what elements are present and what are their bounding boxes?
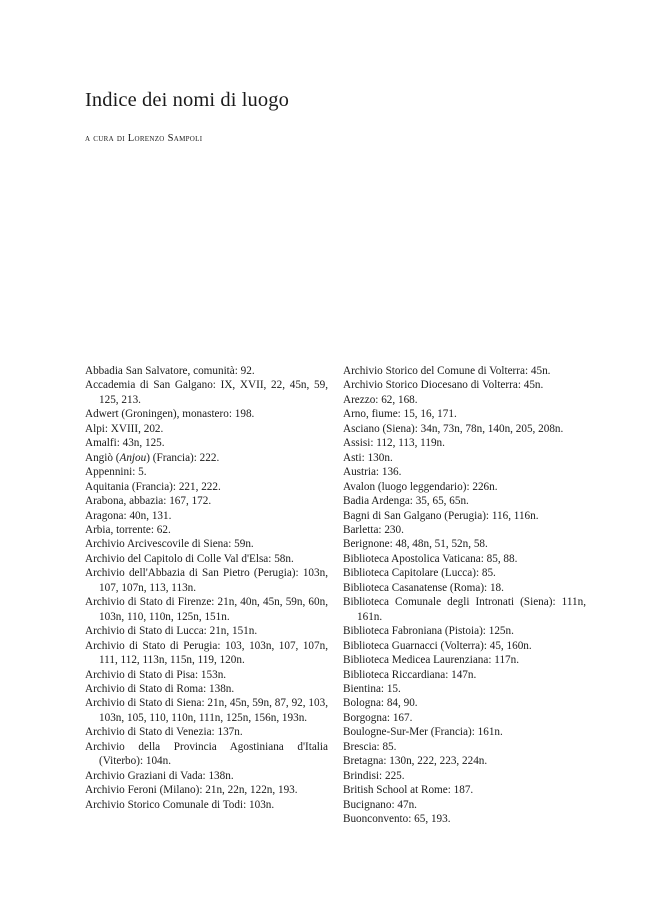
index-entry: [85, 537, 328, 551]
index-entry: [343, 682, 586, 696]
place-name: Archivio di Stato di Siena:: [85, 697, 205, 710]
index-entry: [85, 566, 328, 595]
page-references: 48, 48n, 51, 52n, 58.: [392, 538, 488, 551]
page-references: 45n.: [520, 379, 544, 392]
place-name: Archivio Storico del Comune di Volterra:: [343, 365, 529, 377]
place-name: Biblioteca Guarnacci (Volterra):: [343, 639, 487, 652]
index-entry: [85, 769, 328, 783]
index-entry: [85, 509, 328, 523]
index-entry: [85, 725, 328, 739]
index-entry: [343, 812, 586, 826]
place-name: Brescia:: [343, 740, 380, 753]
page-references: 15.: [384, 682, 401, 695]
index-entry: [343, 711, 586, 725]
place-name: Austria:: [343, 466, 380, 479]
index-entry: [85, 682, 328, 696]
page-references: 103n, 107, 107n, 113, 113n.: [99, 567, 329, 594]
index-entry: [343, 624, 586, 638]
place-name: Amalfi:: [85, 437, 120, 450]
place-name: Archivio di Stato di Lucca:: [85, 625, 207, 638]
index-entry: [343, 595, 586, 624]
page-references: 112, 113, 119n.: [373, 437, 445, 450]
place-name: Biblioteca Riccardiana:: [343, 668, 449, 681]
index-entry: [85, 378, 328, 407]
index-column-right: [343, 364, 586, 827]
place-name: Bagni di San Galgano (Perugia):: [343, 509, 490, 522]
place-name: Archivio di Stato di Perugia:: [85, 639, 221, 652]
place-name: Bretagna:: [343, 755, 387, 768]
index-entry: [343, 581, 586, 595]
place-name: Biblioteca Fabroniana (Pistoia):: [343, 625, 486, 638]
index-entry: [85, 668, 328, 682]
place-name: Archivio Arcivescovile di Siena:: [85, 538, 232, 551]
place-name: Appennini:: [85, 466, 136, 479]
index-entry: [343, 378, 586, 392]
place-name: Boulogne-Sur-Mer (Francia):: [343, 726, 475, 739]
place-name: Archivio di Stato di Venezia:: [85, 726, 215, 739]
page-references: 138n.: [206, 682, 235, 695]
page-references: 45n.: [528, 365, 551, 377]
page-references: 18.: [487, 581, 504, 594]
index-entry: [85, 436, 328, 450]
place-name: Archivio del Capitolo di Colle Val d'Elsa:: [85, 552, 272, 565]
alternate-name: Anjou: [119, 451, 147, 464]
page-references: 92.: [237, 365, 255, 377]
place-name: Archivio Feroni (Milano):: [85, 784, 203, 797]
index-entry: [343, 668, 586, 682]
place-name: Barletta:: [343, 523, 382, 536]
index-entry: [85, 465, 328, 479]
page-references: 137n.: [214, 726, 243, 739]
index-entry: [343, 783, 586, 797]
place-name: Borgogna:: [343, 711, 391, 724]
page-references: 40n, 131.: [126, 509, 172, 522]
index-entry: [85, 624, 328, 638]
page-references: 136.: [379, 466, 402, 479]
index-entry: [343, 566, 586, 580]
page-references: 103n.: [246, 798, 275, 811]
place-name: Asti:: [343, 451, 365, 464]
index-entry: [343, 422, 586, 436]
page-references: 84, 90.: [384, 697, 418, 710]
place-name: Buonconvento:: [343, 813, 412, 826]
index-entry: [343, 754, 586, 768]
index-entry: [85, 595, 328, 624]
index-entry: [343, 696, 586, 710]
place-name: Biblioteca Medicea Laurenziana:: [343, 654, 492, 667]
page-references: 65, 193.: [411, 813, 451, 826]
place-name: Bologna:: [343, 697, 385, 710]
page-references: 187.: [450, 784, 474, 797]
index-entry: [343, 436, 586, 450]
page-references: 147n.: [448, 668, 477, 681]
page-references: 21n, 22n, 122n, 193.: [202, 784, 298, 797]
place-name: Archivio Storico Comunale di Todi:: [85, 798, 247, 811]
page-references: 198.: [231, 408, 255, 421]
index-entry: [85, 639, 328, 668]
index-entry: [85, 740, 328, 769]
index-entry: [85, 696, 328, 725]
page-references: 85.: [379, 740, 397, 753]
place-name: Archivio della Provincia Agostiniana d'Italia (Viterbo):: [85, 740, 328, 768]
page-references: 104n.: [143, 755, 172, 768]
place-name-rest: (Francia):: [149, 451, 197, 464]
index-entry: [343, 523, 586, 537]
page-references: 130n.: [364, 451, 393, 464]
place-name: Assisi:: [343, 437, 374, 450]
page-references: 45, 160n.: [486, 639, 532, 652]
index-entry: [343, 653, 586, 667]
page-references: 167.: [390, 711, 413, 724]
index-column-left: [85, 364, 328, 812]
page-references: 35, 65, 65n.: [412, 495, 469, 508]
place-name: Badia Ardenga:: [343, 495, 413, 508]
place-name: Archivio di Stato di Roma:: [85, 682, 207, 695]
page-references: 117n.: [491, 654, 520, 667]
index-entry: [85, 523, 328, 537]
place-name: Accademia di San Galgano:: [85, 379, 216, 392]
page-references: 138n.: [205, 769, 234, 782]
page-references: 230.: [381, 523, 404, 536]
page-references: 225.: [382, 769, 405, 782]
index-entry: [85, 422, 328, 436]
index-entry: [343, 552, 586, 566]
index-entry: [343, 798, 586, 812]
index-entry: [85, 494, 328, 508]
index-entry: [85, 407, 328, 421]
place-name: Brindisi:: [343, 769, 383, 782]
index-entry: [343, 725, 586, 739]
page-references: 103, 103n, 107, 107n, 111, 112, 113n, 115n, 119, 120n.: [99, 639, 329, 667]
place-name: Berignone:: [343, 538, 393, 551]
page-references: 116, 116n.: [489, 509, 539, 522]
page-references: 21n, 40n, 45n, 59n, 60n, 103n, 110, 110n, 125n, 151n.: [99, 596, 329, 623]
place-name: Archivio di Stato di Firenze:: [85, 596, 215, 609]
place-name: Archivio di Stato di Pisa:: [85, 668, 199, 681]
index-entry: [343, 393, 586, 407]
page-references: 5.: [135, 466, 147, 479]
page-references: IX, XVII, 22, 45n, 59, 125, 213.: [99, 379, 328, 406]
page-title: Indice dei nomi di luogo: [85, 89, 289, 111]
page-references: 62.: [153, 523, 171, 536]
page-references: 161n.: [474, 726, 503, 739]
place-name: Adwert (Groningen), monastero:: [85, 408, 232, 421]
index-entry: [85, 783, 328, 797]
place-name: Asciano (Siena):: [343, 422, 418, 435]
index-entry: [343, 740, 586, 754]
page-references: 222.: [196, 451, 220, 464]
page-references: 153n.: [198, 668, 227, 681]
place-name: Alpi:: [85, 422, 108, 435]
page-references: 167, 172.: [166, 495, 212, 508]
index-entry: [343, 465, 586, 479]
index-entry: [343, 537, 586, 551]
index-entry: [85, 798, 328, 812]
page-references: 21n, 151n.: [206, 625, 258, 638]
index-entry: [343, 509, 586, 523]
place-name: Angiò: [85, 451, 113, 464]
page-references: 111n, 161n.: [357, 596, 586, 623]
index-entry: [343, 364, 586, 378]
page-references: 221, 222.: [176, 480, 221, 493]
page-references: XVIII, 202.: [108, 422, 164, 435]
place-name: Aquitania (Francia):: [85, 480, 177, 493]
place-name: Aragona:: [85, 509, 127, 522]
page-references: 226n.: [469, 480, 498, 493]
page-references: 130n, 222, 223, 224n.: [386, 755, 488, 768]
page-references: 15, 16, 171.: [400, 408, 457, 421]
index-entry: [343, 769, 586, 783]
place-name: Biblioteca Capitolare (Lucca):: [343, 567, 480, 580]
page-references: 47n.: [394, 798, 417, 811]
index-entry: [343, 494, 586, 508]
place-name: Archivio dell'Abbazia di San Pietro (Perugia):: [85, 567, 299, 580]
page-references: 125n.: [485, 625, 514, 638]
editor-credit: a cura di Lorenzo Sampoli: [85, 133, 203, 144]
place-name: Arno, fiume:: [343, 408, 401, 421]
index-entry: [85, 364, 328, 378]
index-entry: [343, 639, 586, 653]
index-entry: [85, 552, 328, 566]
place-name: Arabona, abbazia:: [85, 495, 167, 508]
page-references: 21n, 45n, 59n, 87, 92, 103, 103n, 105, 110, 110n, 111n, 125n, 156n, 193n.: [99, 697, 329, 724]
page-references: 43n, 125.: [119, 437, 165, 450]
place-name: Biblioteca Apostolica Vaticana:: [343, 552, 484, 565]
place-name: Bucignano:: [343, 798, 395, 811]
place-name: Arezzo:: [343, 393, 379, 406]
place-name: Abbadia San Salvatore, comunità:: [85, 365, 238, 377]
place-name: Avalon (luogo leggendario):: [343, 480, 470, 493]
place-name: British School at Rome:: [343, 784, 451, 797]
place-name: Archivio Storico Diocesano di Volterra:: [343, 379, 521, 392]
place-name: Arbia, torrente:: [85, 523, 154, 536]
index-entry: [343, 480, 586, 494]
place-name: Bientina:: [343, 682, 385, 695]
place-name: Biblioteca Casanatense (Roma):: [343, 581, 488, 594]
page-references: 59n.: [231, 538, 254, 551]
page-references: 85, 88.: [483, 552, 518, 565]
page-references: 34n, 73n, 78n, 140n, 205, 208n.: [417, 422, 564, 435]
page-references: 58n.: [271, 552, 294, 565]
index-entry: [85, 480, 328, 494]
page-references: 62, 168.: [378, 393, 418, 406]
place-name: Biblioteca Comunale degli Intronati (Siena):: [343, 596, 556, 609]
index-entry: Angiò (Anjou) (Francia): 222.: [85, 451, 220, 464]
index-entry: [343, 451, 586, 465]
place-name: Archivio Graziani di Vada:: [85, 769, 206, 782]
index-entry: [343, 407, 586, 421]
page-references: 85.: [479, 567, 496, 580]
